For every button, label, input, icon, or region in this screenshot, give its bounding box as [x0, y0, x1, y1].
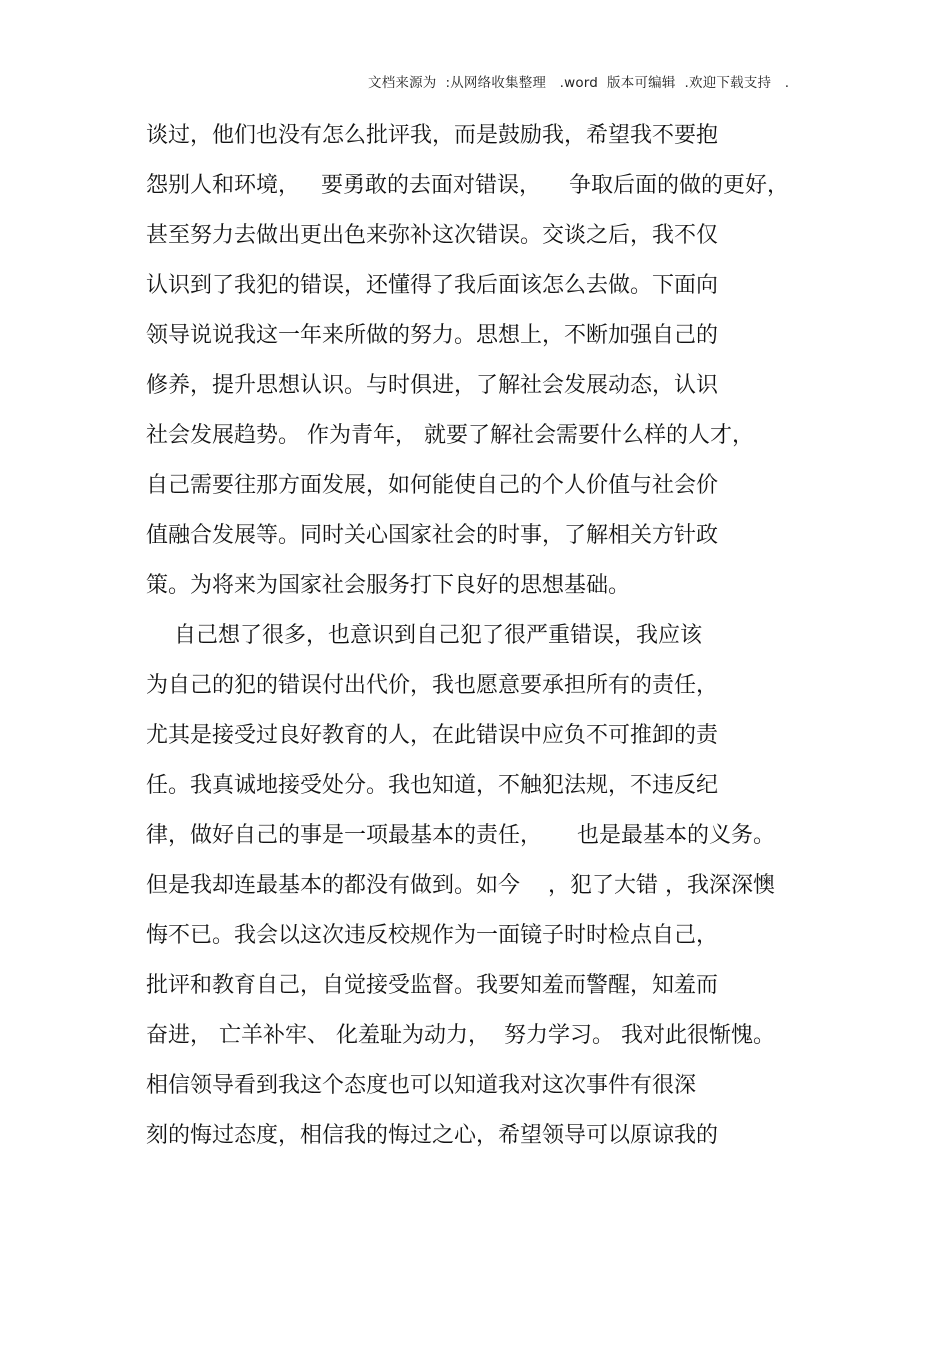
text-line: 批评和教育自己，自觉接受监督。我要知羞而警醒，知羞而: [146, 973, 719, 998]
text-line: 刻的悔过态度，相信我的悔过之心，希望领导可以原谅我的: [146, 1123, 719, 1148]
text-line: 领导说说我这一年来所做的努力。思想上，不断加强自己的: [146, 323, 719, 348]
text-line: 值融合发展等。同时关心国家社会的时事，了解相关方针政: [146, 523, 719, 548]
text-line: 修养，提升思想认识。与时俱进，了解社会发展动态，认识: [146, 373, 719, 398]
text-line: 社会发展趋势。 作为青年， 就要了解社会需要什么样的人才，: [146, 423, 754, 448]
text-line: 但是我却连最基本的都没有做到。如今 ，犯了大错 ，我深深懊: [146, 873, 775, 898]
text-line: 奋进， 亡羊补牢、 化羞耻为动力， 努力学习。 我对此很惭愧。: [146, 1023, 775, 1048]
text-line: 策。为将来为国家社会服务打下良好的思想基础。: [146, 573, 631, 598]
text-line: 谈过，他们也没有怎么批评我，而是鼓励我，希望我不要抱: [146, 123, 719, 148]
text-line: 任。我真诚地接受处分。我也知道，不触犯法规，不违反纪: [146, 773, 719, 798]
text-line: 认识到了我犯的错误，还懂得了我后面该怎么去做。下面向: [146, 273, 719, 298]
text-line: 相信领导看到我这个态度也可以知道我对这次事件有很深: [146, 1073, 697, 1098]
page-header-note: 文档来源为 :从网络收集整理 .word 版本可编辑 .欢迎下载支持 .: [368, 75, 790, 91]
text-line: 律，做好自己的事是一项最基本的责任， 也是最基本的义务。: [146, 823, 775, 848]
text-line: 为自己的犯的错误付出代价，我也愿意要承担所有的责任，: [146, 673, 719, 698]
text-line: 尤其是接受过良好教育的人，在此错误中应负不可推卸的责: [146, 723, 719, 748]
text-line: 自己需要往那方面发展，如何能使自己的个人价值与社会价: [146, 473, 719, 498]
text-line: 甚至努力去做出更出色来弥补这次错误。交谈之后，我不仅: [146, 223, 719, 248]
text-line: 自己想了很多，也意识到自己犯了很严重错误，我应该: [146, 623, 702, 648]
text-line: 悔不已。我会以这次违反校规作为一面镜子时时检点自己，: [146, 923, 719, 948]
text-line: 怨别人和环境， 要勇敢的去面对错误， 争取后面的做的更好，: [146, 173, 789, 198]
